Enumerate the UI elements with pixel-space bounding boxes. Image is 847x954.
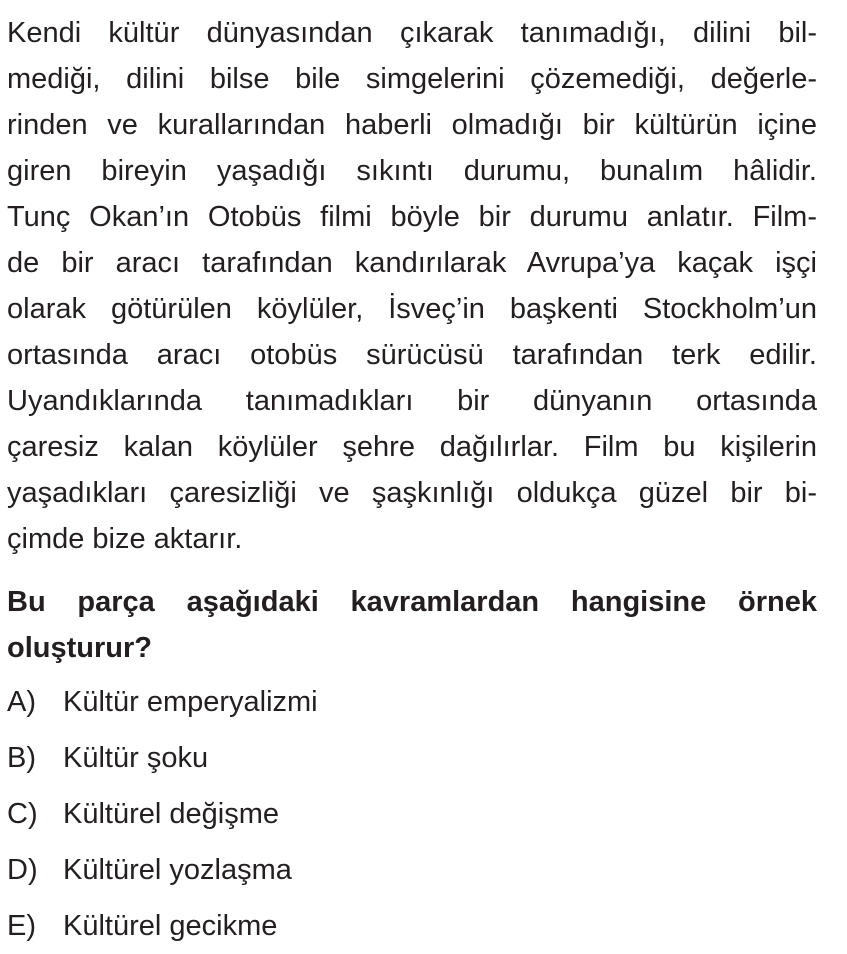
option-e[interactable]	[7, 898, 817, 954]
answer-options	[7, 674, 817, 954]
passage-line: Kendi kültür dünyasından çıkarak tanımadığı, dilini bil-	[7, 17, 817, 49]
option-letter: A)	[7, 686, 36, 718]
passage-line: de bir aracı tarafından kandırılarak Avrupa’ya kaçak işçi	[7, 247, 817, 279]
passage-line: çimde bize aktarır.	[7, 523, 243, 555]
option-c[interactable]	[7, 786, 817, 842]
passage-line: giren bireyin yaşadığı sıkıntı durumu, bunalım hâlidir.	[7, 155, 817, 187]
passage-line: mediği, dilini bilse bile simgelerini çözemediği, değerle-	[7, 63, 817, 95]
option-letter: E)	[7, 910, 36, 942]
passage-line: Uyandıklarında tanımadıkları bir dünyanın ortasında	[7, 385, 817, 417]
option-text: Kültür emperyalizmi	[63, 686, 318, 718]
option-text: Kültürel gecikme	[63, 910, 278, 942]
passage-line: Tunç Okan’ın Otobüs filmi böyle bir durumu anlatır. Film-	[7, 201, 817, 233]
option-a[interactable]	[7, 674, 817, 730]
option-text: Kültürel yozlaşma	[63, 854, 292, 886]
option-text: Kültür şoku	[63, 742, 209, 774]
passage-line: ortasında aracı otobüs sürücüsü tarafından terk edilir.	[7, 339, 817, 371]
option-text: Kültürel değişme	[63, 798, 279, 830]
passage-line: yaşadıkları çaresizliği ve şaşkınlığı oldukça güzel bir bi-	[7, 477, 817, 509]
question-line: Bu parça aşağıdaki kavramlardan hangisine örnek	[7, 586, 817, 618]
option-letter: D)	[7, 854, 38, 886]
option-letter: B)	[7, 742, 36, 774]
passage-text	[7, 10, 817, 562]
passage-line: çaresiz kalan köylüler şehre dağılırlar. Film bu kişilerin	[7, 431, 817, 463]
option-d[interactable]	[7, 842, 817, 898]
question-stem	[7, 579, 817, 671]
question-line: oluşturur?	[7, 632, 152, 664]
option-b[interactable]	[7, 730, 817, 786]
passage-line: rinden ve kurallarından haberli olmadığı bir kültürün içine	[7, 109, 817, 141]
option-letter: C)	[7, 798, 38, 830]
passage-line: olarak götürülen köylüler, İsveç’in başkenti Stockholm’un	[7, 293, 817, 325]
